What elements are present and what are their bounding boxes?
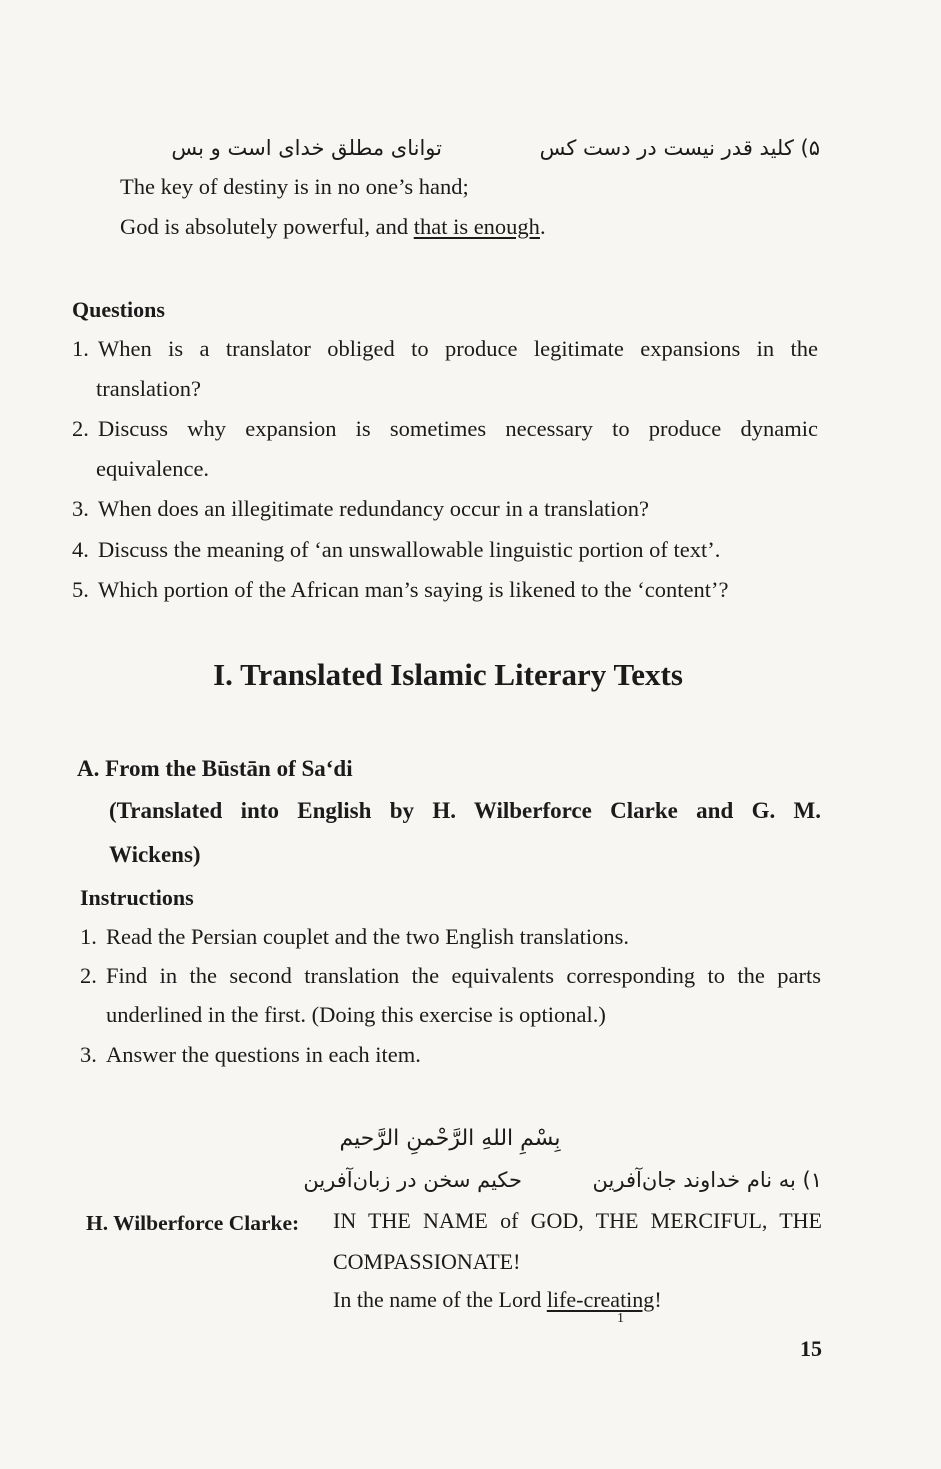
bismillah: بِسْمِ اللهِ الرَّحْمنِ الرَّحیم xyxy=(339,1126,561,1151)
instruction-item: 1. Read the Persian couplet and the two English translations. xyxy=(80,924,630,949)
underlined-phrase: life-creating xyxy=(546,1287,655,1312)
translation-line-1: The key of destiny is in no one’s hand; xyxy=(120,174,469,199)
page-number: 15 xyxy=(800,1336,822,1361)
question-item: 4. Discuss the meaning of ‘an unswallowable linguistic portion of text’. xyxy=(72,537,721,562)
subsection-heading: A. From the Būstān of Sa‘di xyxy=(77,756,353,781)
underlined-phrase: that is enough xyxy=(413,214,540,239)
question-item: 3. When does an illegitimate redundancy occur in a translation? xyxy=(72,496,650,521)
question-item: 5. Which portion of the African man’s saying is likened to the ‘content’? xyxy=(72,577,729,602)
translation-line-2: God is absolutely powerful, and that is enough. xyxy=(120,214,546,239)
translator-credit-continuation: Wickens) xyxy=(109,842,201,867)
instruction-item: 2. Find in the second translation the equivalents corresponding to the parts xyxy=(80,963,821,988)
persian-hemistich-right: ۵) کلید قدر نیست در دست کس xyxy=(539,136,820,160)
persian-hemistich-left: توانای مطلق خدای است و بس xyxy=(171,136,442,160)
instruction-item: 3. Answer the questions in each item. xyxy=(80,1042,421,1067)
instructions-heading: Instructions xyxy=(80,885,194,910)
clarke-line-2: COMPASSIONATE! xyxy=(333,1249,521,1274)
questions-heading: Questions xyxy=(72,297,165,322)
question-item: 2. Discuss why expansion is sometimes necessary to produce dynamic xyxy=(72,416,818,441)
question-item-continuation: translation? xyxy=(96,376,201,401)
question-item: 1. When is a translator obliged to produce legitimate expansions in the xyxy=(72,336,818,361)
footnote-marker: 1 xyxy=(617,1311,624,1326)
persian-hemistich-right: ۱) به نام خداوند جان‌آفرین xyxy=(592,1168,822,1192)
translator-label: H. Wilberforce Clarke: xyxy=(86,1211,300,1235)
question-item-continuation: equivalence. xyxy=(96,456,210,481)
section-title: I. Translated Islamic Literary Texts xyxy=(213,657,683,692)
instruction-item-continuation: underlined in the first. (Doing this exercise is optional.) xyxy=(106,1002,606,1027)
persian-hemistich-left: حکیم سخن در زبان‌آفرین xyxy=(303,1168,522,1192)
translator-credit: (Translated into English by H. Wilberforce Clarke and G. M. xyxy=(109,798,821,823)
clarke-line-1: IN THE NAME of GOD, THE MERCIFUL, THE xyxy=(333,1208,822,1233)
clarke-line-3: In the name of the Lord life-creating! xyxy=(333,1287,662,1312)
